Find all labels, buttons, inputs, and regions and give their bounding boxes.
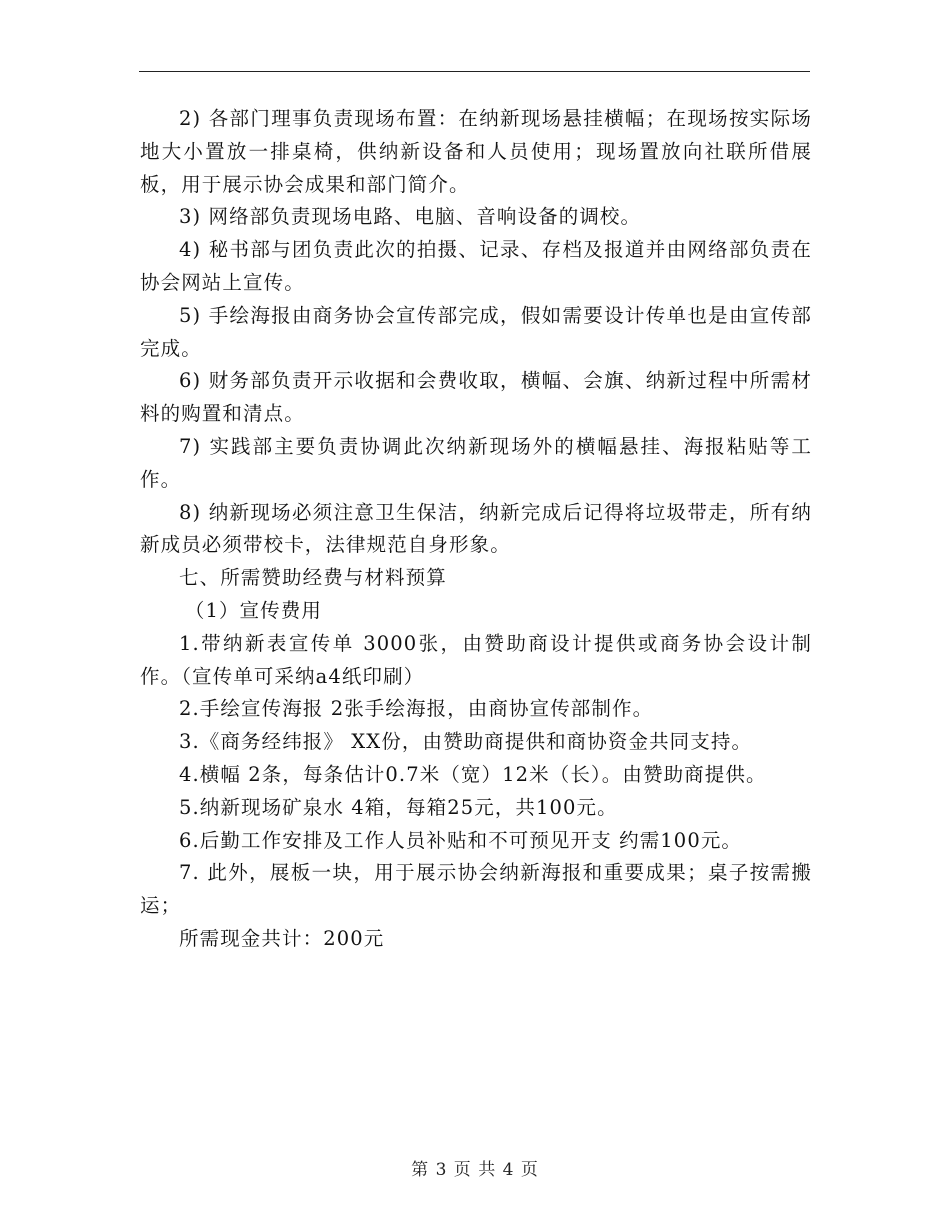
- paragraph-setup: 2) 各部门理事负责现场布置：在纳新现场悬挂横幅；在现场按实际场地大小置放一排桌椅，供纳新设备和人员使用；现场置放向社联所借展板，用于展示协会成果和部门简介。: [140, 107, 812, 196]
- paragraph-hygiene: 8) 纳新现场必须注意卫生保洁，纳新完成后记得将垃圾带走，所有纳新成员必须带校卡，法律规范自身形象。: [140, 500, 812, 557]
- document-body: [140, 103, 812, 956]
- paragraph-finance: 6) 财务部负责开示收据和会费收取，横幅、会旗、纳新过程中所需材料的购置和清点。: [140, 369, 812, 426]
- budget-item-newspaper: 3.《商务经纬报》 XX份，由赞助商提供和商协资金共同支持。: [179, 730, 753, 754]
- page-number: 第 3 页 共 4 页: [411, 1160, 539, 1180]
- paragraph-network: 3) 网络部负责现场电路、电脑、音响设备的调校。: [179, 205, 642, 229]
- budget-item-display-board: 7. 此外，展板一块，用于展示协会纳新海报和重要成果；桌子按需搬运；: [140, 861, 812, 918]
- header-rule: [139, 71, 810, 72]
- paragraph-practice: 7) 实践部主要负责协调此次纳新现场外的横幅悬挂、海报粘贴等工作。: [140, 434, 812, 491]
- budget-item-banners: 4.横幅 2条，每条估计0.7米（宽）12米（长）。由赞助商提供。: [179, 762, 767, 786]
- paragraph-poster: 5) 手绘海报由商务协会宣传部完成，假如需要设计传单也是由宣传部完成。: [140, 303, 812, 360]
- subheading-publicity-cost: （1）宣传费用: [184, 598, 322, 622]
- paragraph-secretary: 4) 秘书部与团负责此次的拍摄、记录、存档及报道并由网络部负责在协会网站上宣传。: [140, 238, 812, 294]
- budget-item-logistics: 6.后勤工作安排及工作人员补贴和不可预见开支 约需100元。: [179, 828, 743, 852]
- budget-item-flyers: 1.带纳新表宣传单 3000张，由赞助商设计提供或商务协会设计制作。（宣传单可采纳a4纸印刷）: [140, 631, 812, 688]
- budget-item-water: 5.纳新现场矿泉水 4箱，每箱25元，共100元。: [179, 795, 618, 819]
- budget-item-posters: 2.手绘宣传海报 2张手绘海报，由商协宣传部制作。: [179, 697, 654, 721]
- budget-total: 所需现金共计：200元: [179, 926, 385, 950]
- section-heading-budget: 七、所需赞助经费与材料预算: [179, 566, 447, 590]
